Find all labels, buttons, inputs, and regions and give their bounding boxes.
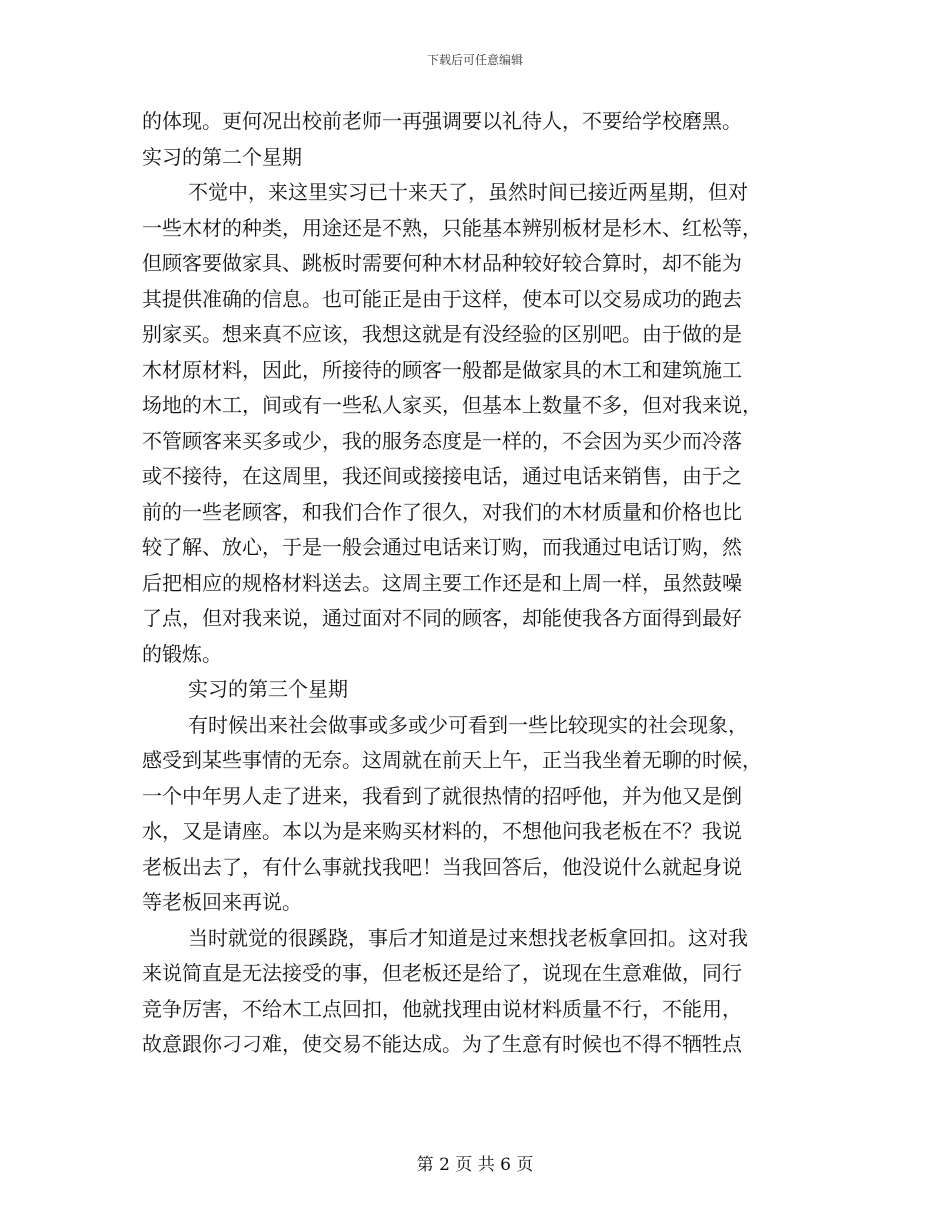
- text-line: 一些木材的种类，用途还是不熟，只能基本辨别板材是杉木、红松等，: [142, 215, 762, 240]
- text-line: 当时就觉的很蹊跷，事后才知道是过来想找老板拿回扣。这对我: [188, 925, 748, 950]
- text-line: 前的一些老顾客，和我们合作了很久，对我们的木材质量和价格也比: [142, 499, 742, 524]
- text-line: 别家买。想来真不应该，我想这就是有没经验的区别吧。由于做的是: [142, 322, 742, 346]
- section-heading: 实习的第二个星期: [142, 144, 302, 169]
- text-line: 不觉中，来这里实习已十来天了，虽然时间已接近两星期，但对: [188, 180, 748, 204]
- text-line: 了点，但对我来说，通过面对不同的顾客，却能使我各方面得到最好: [142, 606, 742, 630]
- page-header: 下载后可任意编辑: [426, 53, 523, 67]
- text-line: 等老板回来再说。: [142, 890, 302, 914]
- text-line: 或不接待，在这周里，我还间或接接电话，通过电话来销售，由于之: [142, 464, 742, 488]
- text-line: 老板出去了，有什么事就找我吧！当我回答后，他没说什么就起身说: [142, 854, 742, 879]
- text-line: 但顾客要做家具、跳板时需要何种木材品种较好较合算时，却不能为: [142, 251, 742, 275]
- text-line: 感受到某些事情的无奈。这周就在前天上午，正当我坐着无聊的时候，: [142, 748, 762, 772]
- text-line: 水，又是请座。本以为是来购买材料的，不想他问我老板在不？我说: [142, 819, 742, 843]
- text-line: 一个中年男人走了进来，我看到了就很热情的招呼他，并为他又是倒: [142, 783, 742, 808]
- text-line: 竞争厉害，不给木工点回扣，他就找理由说材料质量不行，不能用，: [142, 996, 742, 1021]
- text-line: 有时候出来社会做事或多或少可看到一些比较现实的社会现象，: [188, 712, 748, 737]
- text-line: 的锻炼。: [142, 641, 222, 666]
- text-line: 其提供准确的信息。也可能正是由于这样，使本可以交易成功的跑去: [142, 286, 742, 311]
- text-line: 场地的木工，间或有一些私人家买，但基本上数量不多，但对我来说，: [142, 393, 762, 417]
- text-line: 的体现。更何况出校前老师一再强调要以礼待人，不要给学校磨黑。: [142, 109, 742, 133]
- text-line: 来说简直是无法接受的事，但老板还是给了，说现在生意难做，同行: [142, 961, 742, 985]
- document-body: [142, 104, 810, 1063]
- section-heading: 实习的第三个星期: [188, 677, 348, 701]
- text-line: 木材原材料，因此，所接待的顾客一般都是做家具的木工和建筑施工: [142, 357, 742, 382]
- text-line: 较了解、放心，于是一般会通过电话来订购，而我通过电话订购，然: [142, 535, 742, 559]
- text-line: 不管顾客来买多或少，我的服务态度是一样的，不会因为买少而冷落: [142, 428, 742, 453]
- text-line: 故意跟你刁刁难，使交易不能达成。为了生意有时候也不得不牺牲点: [142, 1032, 742, 1056]
- page-number: 第 2 页 共 6 页: [416, 1155, 534, 1175]
- text-line: 后把相应的规格材料送去。这周主要工作还是和上周一样，虽然鼓噪: [142, 570, 742, 595]
